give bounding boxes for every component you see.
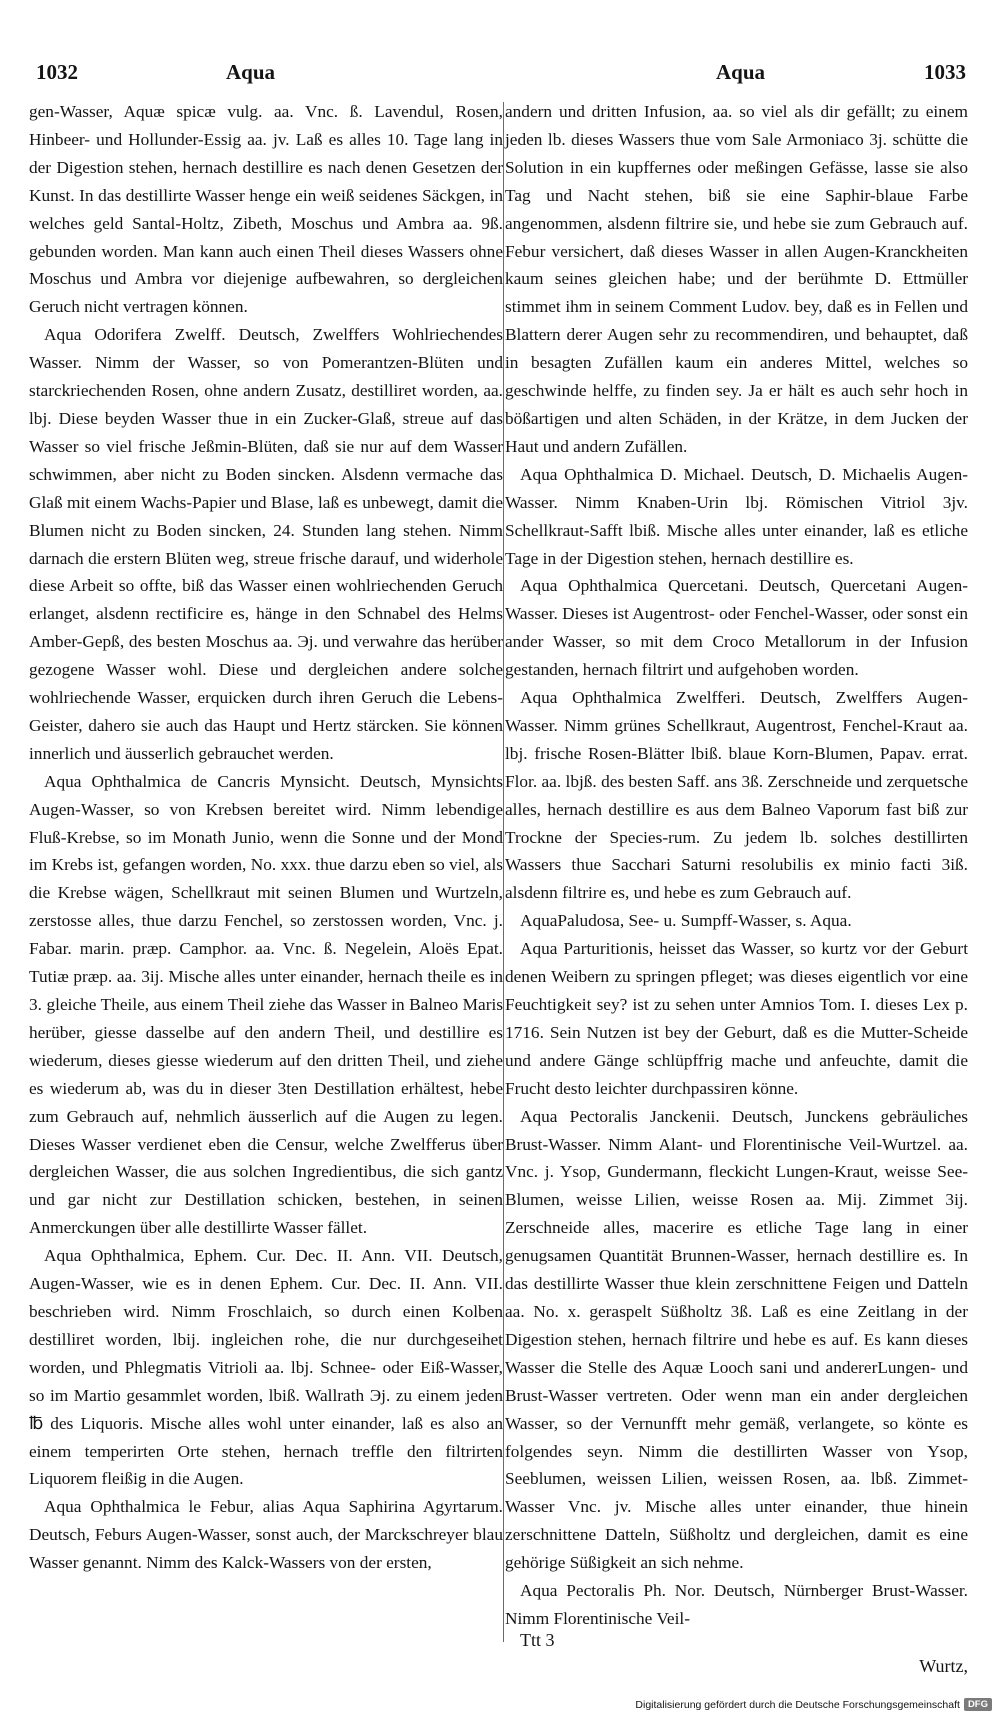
catchword: Wurtz, <box>919 1656 968 1676</box>
left-column <box>29 98 503 1577</box>
paragraph: AquaPaludosa, See- u. Sumpff-Wasser, s. Aqua. <box>520 911 852 931</box>
paragraph: Aqua Ophthalmica, Ephem. Cur. Dec. II. Ann. VII. Deutsch, Augen-Wasser, wie es in denen Ephem. Cur. Dec. II. Ann. VII. beschrieben wird. Nimm Froschlaich, so durch einen Kolben destilliret worden, lbij. ingleichen rohe, die nur durchgeseihet worden, und Phlegmatis Vitrioli aa. lbj. Schnee- oder Eiß-Wasser, so im Martio gesammlet worden, lbiß. Wallrath Эj. zu einem jeden ℔ des Liquoris. Mische alles wohl unter einander, laß es also an einem temperirten Orte stehen, hernach treffle den filtrirten Liquorem fleißig in die Augen. <box>29 1246 503 1489</box>
dfg-logo: DFG <box>964 1698 992 1711</box>
running-title-left: Aqua <box>226 60 276 84</box>
page-number-left: 1032 <box>36 60 78 84</box>
paragraph: gen-Wasser, Aquæ spicæ vulg. aa. Vnc. ß. Lavendul, Rosen, Hinbeer- und Hollunder-Essig aa. jv. Laß es alles 10. Tage lang in der Digestion stehen, hernach destillire es nach denen Gesetzen der Kunst. In das destillirte Wasser henge ein weiß seidenes Säckgen, in welches geld Santal-Holtz, Zibeth, Moschus und Ambra aa. 9ß. gebunden worden. Man kann auch einen Theil dieses Wassers ohne Moschus und Ambra vor diejenige aufbewahren, so dergleichen Geruch nicht vertragen können. <box>29 102 503 317</box>
paragraph: Aqua Odorifera Zwelff. Deutsch, Zwelffers Wohlriechendes Wasser. Nimm der Wasser, so von Pomerantzen-Blüten und starckriechenden Rosen, ohne andern Zusatz, destilliret worden, aa. lbj. Diese beyden Wasser thue in ein Zucker-Glaß, streue auf das Wasser so viel frische Jeßmin-Blüten, daß sie nur auf dem Wasser schwimmen, aber nicht zu Boden sincken. Alsdenn vermache das Glaß mit einem Wachs-Papier und Blase, laß es unbewegt, damit die Blumen nicht zu Boden sincken, 24. Stunden lang stehen. Nimm darnach die erstern Blüten weg, streue frische darauf, und widerhole diese Arbeit so offte, biß das Wasser einen wohlriechenden Geruch erlanget, alsdenn rectificire es, hänge in den Schnabel des Helms Amber-Gepß, des besten Moschus aa. Эj. und verwahre das herüber gezogene Wasser wohl. Diese und dergleichen andere solche wohlriechende Wasser, erquicken durch ihren Geruch die Lebens-Geister, dahero sie auch das Haupt und Hertz stärcken. Sie können innerlich und äusserlich gebrauchet werden. <box>29 325 503 763</box>
footer-text: Digitalisierung gefördert durch die Deutsche Forschungsgemeinschaft <box>635 1698 960 1711</box>
paragraph: Aqua Parturitionis, heisset das Wasser, so kurtz vor der Geburt denen Weibern zu springen pfleget; was dieses eigentlich vor eine Feuchtigkeit sey? ist zu sehen unter Amnios Tom. I. dieses Lex p. 1716. Sein Nutzen ist bey der Geburt, daß es die Mutter-Scheide und andere Gänge schlüpffrig mache und anfeuchte, damit die Frucht desto leichter durchpassiren könne. <box>505 939 968 1098</box>
paragraph: Aqua Pectoralis Ph. Nor. Deutsch, Nürnberger Brust-Wasser. Nimm Florentinische Veil- <box>505 1581 968 1628</box>
paragraph: Aqua Pectoralis Janckenii. Deutsch, Junckens gebräuliches Brust-Wasser. Nimm Alant- und Florentinische Veil-Wurtzel. aa. Vnc. j. Ysop, Gundermann, fleckicht Lungen-Kraut, weisse See-Blumen, weisse Lilien, weisse Rosen aa. Mij. Zimmet 3ij. Zerschneide alles, macerire es etliche Tage lang in einer genugsamen Quantität Brunnen-Wasser, hernach destillire es. In das destillirte Wasser thue klein zerschnittene Feigen und Datteln aa. No. x. geraspelt Süßholtz 3ß. Laß es eine Zeitlang in der Digestion stehen, hernach filtrire und hebe es auf. Es kann dieses Wasser die Stelle des Aquæ Looch sani und andererLungen- und Brust-Wasser vertreten. Oder wenn man ein ander dergleichen Wasser, so der Vernunfft mehr gemäß, verlangete, so könte es folgendes seyn. Nimm die destillirten Wasser von Ysop, Seeblumen, weissen Lilien, weissen Rosen, aa. lbß. Zimmet-Wasser Vnc. jv. Mische alles unter einander, thue hinein zerschnittene Datteln, Süßholtz und dergleichen, damit es eine gehörige Süßigkeit an sich nehme. <box>505 1106 968 1573</box>
paragraph: Aqua Ophthalmica D. Michael. Deutsch, D. Michaelis Augen-Wasser. Nimm Knaben-Urin lbj. Römischen Vitriol 3jv. Schellkraut-Safft lbiß. Mische alles unter einander, laß es etliche Tage in der Digestion stehen, hernach destillire es. <box>505 464 968 568</box>
right-column <box>505 98 968 1633</box>
column-divider <box>503 102 504 1642</box>
page-number-right: 1033 <box>924 60 966 84</box>
paragraph: andern und dritten Infusion, aa. so viel als dir gefällt; zu einem jeden lb. dieses Wassers thue vom Sale Armoniaco 3j. schütte die Solution in ein kupffernes oder meßingen Gefässe, lasse sie also Tag und Nacht stehen, biß sie eine Saphir-blaue Farbe angenommen, alsdenn filtrire sie, und hebe sie zum Gebrauch auf. Febur versichert, daß dieses Wasser in allen Augen-Kranckheiten kaum seines gleichen habe; und der berühmte D. Ettmüller stimmet ihm in seinem Comment Ludov. bey, daß es in Fellen und Blattern derer Augen sehr zu recommendiren, und behauptet, daß in besagten Zufällen kaum ein anderes Mittel, welches so geschwinde helffe, zu finden sey. Ja er hält es auch sehr hoch in bößartigen und alten Schäden, in der Krätze, in dem Jucken der Haut und andern Zufällen. <box>505 102 968 456</box>
page-header <box>36 60 966 94</box>
digitization-footer <box>635 1698 992 1711</box>
paragraph: Aqua Ophthalmica Zwelfferi. Deutsch, Zwelffers Augen-Wasser. Nimm grünes Schellkraut, Augentrost, Fenchel-Kraut aa. lbj. frische Rosen-Blätter lbiß. blaue Korn-Blumen, Papav. errat. Flor. aa. lbjß. des besten Saff. ans 3ß. Zerschneide und zerquetsche alles, hernach destillire es aus dem Balneo Vaporum fast biß zur Trockne der Species-rum. Zu jedem lb. solches destillirten Wassers thue Sacchari Saturni resolubilis ex minio facti 3iß. alsdenn filtrire es, und hebe es zum Gebrauch auf. <box>505 688 968 903</box>
running-title-right: Aqua <box>716 60 766 84</box>
paragraph: Aqua Ophthalmica de Cancris Mynsicht. Deutsch, Mynsichts Augen-Wasser, so von Krebsen bereitet wird. Nimm lebendige Fluß-Krebse, so im Monath Junio, wenn die Sonne und der Mond im Krebs ist, gefangen worden, No. xxx. thue darzu eben so viel, als die Krebse wägen, Schellkraut mit seinen Blumen und Wurtzeln, zerstosse alles, thue darzu Fenchel, so zerstossen worden, Vnc. j. Fabar. marin. præp. Camphor. aa. Vnc. ß. Negelein, Aloës Epat. Tutiæ præp. aa. 3ij. Mische alles unter einander, hernach theile es in 3. gleiche Theile, aus einem Theil ziehe das Wasser in Balneo Maris herüber, giesse dasselbe auf den andern Theil, und destillire es wiederum, dieses giesse wiederum auf den dritten Theil, und ziehe es wiederum ab, was du in dieser 3ten Destillation erhältest, hebe zum Gebrauch auf, nehmlich äusserlich auf die Augen zu legen. Dieses Wasser verdienet eben die Censur, welche Zwelfferus über dergleichen Wasser, die aus solchen Ingredientibus, die sich gantz und gar nicht zur Destillation schicken, bestehen, in seinen Anmerckungen über alle destillirte Wasser fället. <box>29 771 503 1238</box>
paragraph: Aqua Ophthalmica Quercetani. Deutsch, Quercetani Augen-Wasser. Dieses ist Augentrost- oder Fenchel-Wasser, oder sonst ein ander Wasser, so mit dem Croco Metallorum in der Infusion gestanden, hernach filtrirt und aufgehoben worden. <box>505 576 969 680</box>
signature-mark: Ttt 3 <box>520 1630 555 1650</box>
paragraph: Aqua Ophthalmica le Febur, alias Aqua Saphirina Agyrtarum. Deutsch, Feburs Augen-Wasser, sonst auch, der Marckschreyer blau Wasser genannt. Nimm des Kalck-Wassers von der ersten, <box>29 1497 503 1573</box>
